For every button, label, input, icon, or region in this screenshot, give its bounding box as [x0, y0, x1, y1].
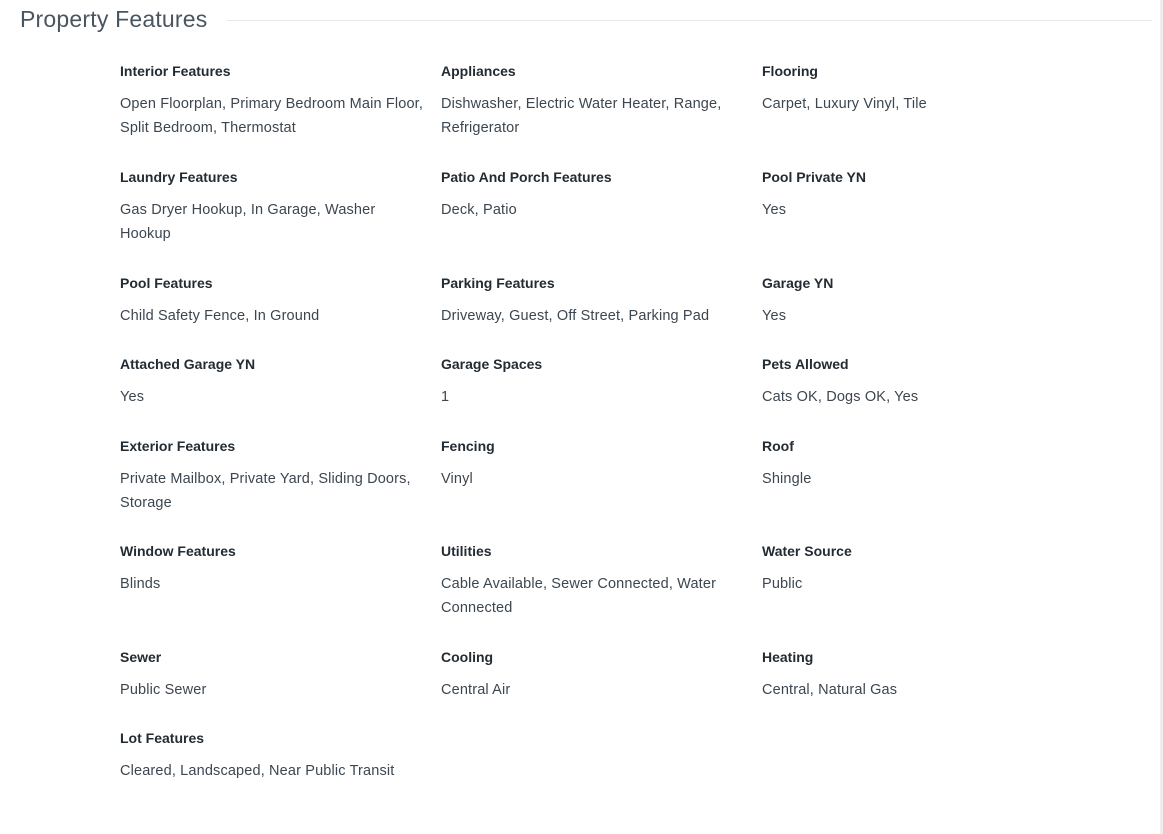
feature-label: Appliances — [441, 63, 516, 79]
feature-label: Fencing — [441, 438, 495, 454]
feature-value: Open Floorplan, Primary Bedroom Main Floor, Split Bedroom, Thermostat — [120, 96, 424, 136]
feature-label: Garage Spaces — [441, 356, 543, 372]
feature-sewer — [120, 646, 441, 727]
feature-label: Exterior Features — [120, 438, 236, 454]
feature-label: Cooling — [441, 649, 494, 665]
feature-label: Lot Features — [120, 730, 205, 746]
feature-cooling — [441, 646, 762, 727]
feature-value: Gas Dryer Hookup, In Garage, Washer Hookup — [120, 202, 376, 242]
feature-value: Public Sewer — [120, 682, 207, 698]
feature-pool-features — [120, 272, 441, 353]
feature-value: Yes — [120, 389, 145, 405]
feature-value: Yes — [762, 202, 787, 218]
feature-window-features — [120, 540, 441, 646]
feature-label: Pool Features — [120, 275, 213, 291]
feature-label: Garage YN — [762, 275, 834, 291]
feature-value: Child Safety Fence, In Ground — [120, 308, 320, 324]
feature-label: Parking Features — [441, 275, 555, 291]
feature-heating — [762, 646, 1083, 727]
feature-label: Pets Allowed — [762, 356, 849, 372]
feature-fencing — [441, 435, 762, 540]
feature-water-source — [762, 540, 1083, 646]
feature-patio-and-porch-features — [441, 166, 762, 272]
feature-value: Deck, Patio — [441, 202, 517, 218]
feature-value: 1 — [441, 389, 450, 405]
feature-label: Patio And Porch Features — [441, 169, 612, 185]
feature-label: Pool Private YN — [762, 169, 867, 185]
feature-label: Attached Garage YN — [120, 356, 256, 372]
feature-value: Blinds — [120, 576, 161, 592]
feature-parking-features — [441, 272, 762, 353]
feature-appliances — [441, 60, 762, 166]
feature-label: Flooring — [762, 63, 818, 79]
feature-label: Roof — [762, 438, 794, 454]
section-title: Property Features — [20, 5, 208, 32]
feature-utilities — [441, 540, 762, 646]
feature-value: Cleared, Landscaped, Near Public Transit — [120, 763, 395, 779]
feature-label: Laundry Features — [120, 169, 238, 185]
feature-value: Driveway, Guest, Off Street, Parking Pad — [441, 308, 710, 324]
feature-value: Yes — [762, 308, 787, 324]
feature-value: Cable Available, Sewer Connected, Water Connected — [441, 576, 717, 616]
feature-label: Window Features — [120, 543, 236, 559]
feature-pool-private-yn — [762, 166, 1083, 272]
feature-lot-features — [120, 727, 441, 807]
feature-pets-allowed — [762, 353, 1083, 435]
feature-label: Water Source — [762, 543, 852, 559]
feature-interior-features — [120, 60, 441, 166]
feature-exterior-features — [120, 435, 441, 540]
feature-value: Dishwasher, Electric Water Heater, Range, Refrigerator — [441, 96, 722, 136]
feature-value: Central Air — [441, 682, 511, 698]
feature-value: Private Mailbox, Private Yard, Sliding Doors, Storage — [120, 471, 411, 511]
feature-value: Central, Natural Gas — [762, 682, 898, 698]
features-grid — [120, 60, 1083, 807]
feature-value: Cats OK, Dogs OK, Yes — [762, 389, 919, 405]
feature-value: Shingle — [762, 471, 812, 487]
feature-roof — [762, 435, 1083, 540]
section-divider — [227, 20, 1152, 21]
section-header — [20, 4, 1152, 34]
feature-value: Carpet, Luxury Vinyl, Tile — [762, 96, 927, 112]
feature-label: Sewer — [120, 649, 162, 665]
feature-laundry-features — [120, 166, 441, 272]
feature-value: Public — [762, 576, 803, 592]
feature-garage-yn — [762, 272, 1083, 353]
feature-flooring — [762, 60, 1083, 166]
feature-garage-spaces — [441, 353, 762, 435]
feature-label: Heating — [762, 649, 814, 665]
feature-label: Interior Features — [120, 63, 231, 79]
feature-label: Utilities — [441, 543, 492, 559]
feature-attached-garage-yn — [120, 353, 441, 435]
feature-value: Vinyl — [441, 471, 473, 487]
